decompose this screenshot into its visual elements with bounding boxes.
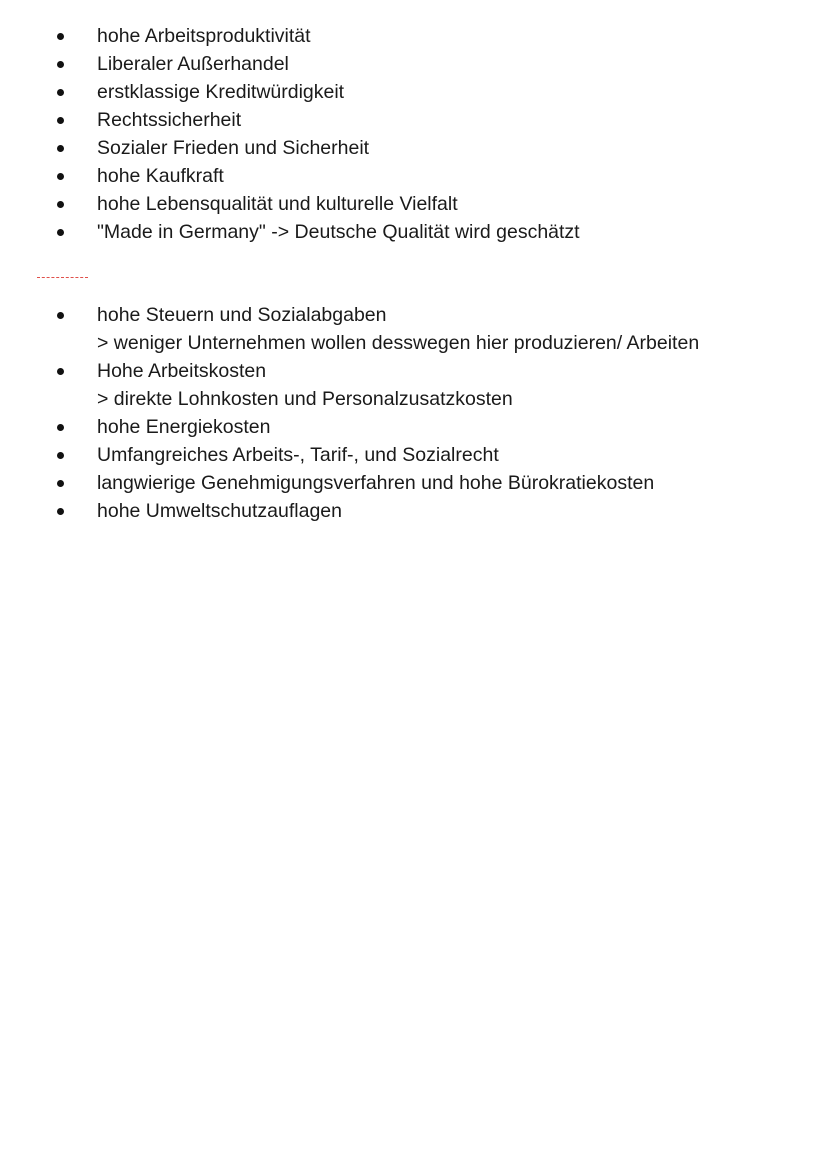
bullet-icon — [57, 312, 64, 319]
list-item — [0, 301, 828, 357]
advantages-list — [0, 22, 828, 246]
list-item — [0, 218, 828, 246]
bullet-icon — [57, 117, 64, 124]
item-text: hohe Arbeitsproduktivität — [97, 25, 311, 47]
item-subtext: > weniger Unternehmen wollen desswegen hier produzieren/ Arbeiten — [97, 332, 700, 354]
bullet-icon — [57, 33, 64, 40]
item-text: "Made in Germany" -> Deutsche Qualität wird geschätzt — [97, 221, 580, 243]
bullet-icon — [57, 89, 64, 96]
list-item — [0, 106, 828, 134]
item-text: hohe Energiekosten — [97, 416, 271, 438]
item-text: Rechtssicherheit — [97, 109, 242, 131]
bullet-icon — [57, 368, 64, 375]
item-text: hohe Kaufkraft — [97, 165, 224, 187]
disadvantages-list — [0, 301, 828, 525]
list-item — [0, 162, 828, 190]
bullet-icon — [57, 61, 64, 68]
item-text: Liberaler Außerhandel — [97, 53, 289, 75]
bullet-icon — [57, 452, 64, 459]
section-separator — [37, 277, 88, 278]
bullet-icon — [57, 145, 64, 152]
bullet-icon — [57, 201, 64, 208]
item-text: Hohe Arbeitskosten — [97, 360, 267, 382]
item-subtext: > direkte Lohnkosten und Personalzusatzkosten — [97, 388, 513, 410]
list-item — [0, 78, 828, 106]
item-text: erstklassige Kreditwürdigkeit — [97, 81, 345, 103]
bullet-icon — [57, 229, 64, 236]
item-text: Sozialer Frieden und Sicherheit — [97, 137, 370, 159]
bullet-icon — [57, 480, 64, 487]
bullet-icon — [57, 508, 64, 515]
list-item — [0, 357, 828, 413]
item-text: hohe Umweltschutzauflagen — [97, 500, 342, 522]
list-item — [0, 469, 828, 497]
list-item — [0, 22, 828, 50]
item-text: hohe Lebensqualität und kulturelle Vielfalt — [97, 193, 458, 215]
list-item — [0, 190, 828, 218]
bullet-icon — [57, 173, 64, 180]
item-text: Umfangreiches Arbeits-, Tarif-, und Sozialrecht — [97, 444, 499, 466]
list-item — [0, 441, 828, 469]
bullet-icon — [57, 424, 64, 431]
list-item — [0, 413, 828, 441]
item-text: hohe Steuern und Sozialabgaben — [97, 304, 387, 326]
list-item — [0, 134, 828, 162]
list-item — [0, 497, 828, 525]
list-item — [0, 50, 828, 78]
item-text: langwierige Genehmigungsverfahren und hohe Bürokratiekosten — [97, 472, 655, 494]
